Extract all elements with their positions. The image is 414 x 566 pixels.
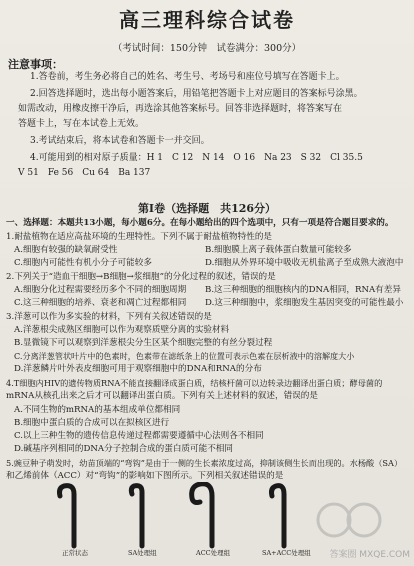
exam-title: 高三理科综合试卷 xyxy=(119,8,295,32)
figure-caption-acc: ACC处理组 xyxy=(196,549,231,557)
notice-item-2b: 如需改动，用橡皮擦干净后，再选涂其他答案标号。回答非选择题时，将答案写在 xyxy=(18,104,343,114)
question-4-option-a: A.不同生物的mRNA的基本组成单位都相同 xyxy=(14,405,181,415)
question-1-option-a: A.细胞有较强的缺氧耐受性 xyxy=(14,245,118,255)
question-4-stem-2: mRNA从核孔出来之后才可以翻译出蛋白质。下列有关上述材料的叙述，错误的是 xyxy=(6,391,318,401)
question-5-stem-2: 和乙烯前体（ACC）对“弯钩”的影响如下图所示。下列相关叙述错误的是 xyxy=(6,471,284,481)
section-intro: 一、选择题：本题共13小题，每小题6分。在每小题给出的四个选项中，只有一项是符合题目要求的。 xyxy=(6,218,394,228)
seedling-sa xyxy=(131,486,142,546)
seedling-acc xyxy=(192,484,212,546)
figure-caption-sa-acc: SA+ACC处理组 xyxy=(262,549,311,557)
question-2-option-a: A.细胞分化过程需要经历多个不同的细胞周期 xyxy=(14,285,187,295)
question-3-option-d: D.洋葱鳞片叶外表皮细胞可用于观察细胞中的DNA和RNA的分布 xyxy=(14,364,262,374)
question-1-stem: 1.耐盐植物在适应高盐环境的生理特性。下列不属于耐盐植物特性的是 xyxy=(6,232,273,242)
question-4-option-d: D.碱基序列相同的DNA分子控制合成的蛋白质可能不相同 xyxy=(14,444,233,454)
notice-item-1: 1.答卷前，考生务必将自己的姓名、考生号、考场号和座位号填写在答题卡上。 xyxy=(30,72,345,82)
question-4-option-b: B.细胞中蛋白质的合成可以在拟核区进行 xyxy=(14,418,170,428)
watermark: 答案圈 MXQE.COM xyxy=(329,550,410,560)
question-2-option-b: B.这三种细胞的细胞核内的DNA相同，RNA有差异 xyxy=(205,285,401,295)
question-1-option-b: B.细胞膜上离子载体蛋白数量可能较多 xyxy=(205,245,352,255)
figure-caption-normal: 正常状态 xyxy=(62,549,88,557)
section-heading: 第Ⅰ卷（选择题 共126分） xyxy=(137,202,277,215)
question-5-stem-1: 5.豌豆种子萌发时，幼苗顶端的“弯钩”是由于一侧的生长素浓度过高，抑制该侧生长而出现的。水杨酸（SA） xyxy=(6,458,403,468)
notice-item-3: 3.考试结束后，将本试卷和答题卡一并交回。 xyxy=(30,136,210,146)
notice-item-4b: V 51 Fe 56 Cu 64 Ba 137 xyxy=(18,168,151,178)
question-2-option-d: D.这三种细胞中，浆细胞发生基因突变的可能性最小 xyxy=(205,298,404,308)
question-1-option-d: D.细胞从外界环境中吸收无机盐离子至成熟大液泡中 xyxy=(205,258,404,268)
notice-item-2c: 答题卡上，写在本试卷上无效。 xyxy=(18,119,145,129)
question-2-option-c: C.这三种细胞的培养、衰老和凋亡过程都相同 xyxy=(14,298,187,308)
notice-item-4a: 4.可能用到的相对原子质量：H 1 C 12 N 14 O 16 Na 23 S 32 Cl 35.5 xyxy=(30,153,363,163)
notice-heading: 注意事项： xyxy=(8,58,63,71)
seedling-normal xyxy=(60,486,75,546)
question-3-option-c: C.分离洋葱管状叶片中的色素时，色素带在滤纸条上的位置可表示色素在层析液中的溶解度大小 xyxy=(14,351,355,361)
question-3-stem: 3.洋葱可以作为多实验的材料，下列有关叙述错误的是 xyxy=(6,312,212,322)
watermark-logo-icon xyxy=(314,500,404,540)
exam-subtitle: （考试时间：150分钟 试卷满分：300分） xyxy=(112,43,302,54)
figure-caption-sa: SA处理组 xyxy=(128,549,157,557)
question-2-stem: 2.下列关于“造血干细胞→B细胞→浆细胞”的分化过程的叙述，错误的是 xyxy=(6,272,276,282)
question-3-option-a: A.洋葱根尖成熟区细胞可以作为观察质壁分离的实验材料 xyxy=(14,325,230,335)
seedling-sa-acc xyxy=(272,486,285,546)
notice-item-2a: 2.回答选择题时，选出每小题答案后，用铅笔把答题卡上对应题目的答案标号涂黑。 xyxy=(30,89,363,99)
question-1-option-c: C.细胞内可能性有机小分子可能较多 xyxy=(14,258,152,268)
question-3-option-b: B.显微镜下可以观察到洋葱根尖分生区某个细胞完整的有丝分裂过程 xyxy=(14,338,273,348)
question-4-stem-1: 4.T细胞内HIV的遗传物质RNA不能直接翻译成蛋白质，结核杆菌可以边转录边翻译出蛋白质；酵母菌的 xyxy=(6,378,383,388)
question-4-option-c: C.以上三种生物的遗传信息传递过程都需要遵循中心法则各不相同 xyxy=(14,431,264,441)
